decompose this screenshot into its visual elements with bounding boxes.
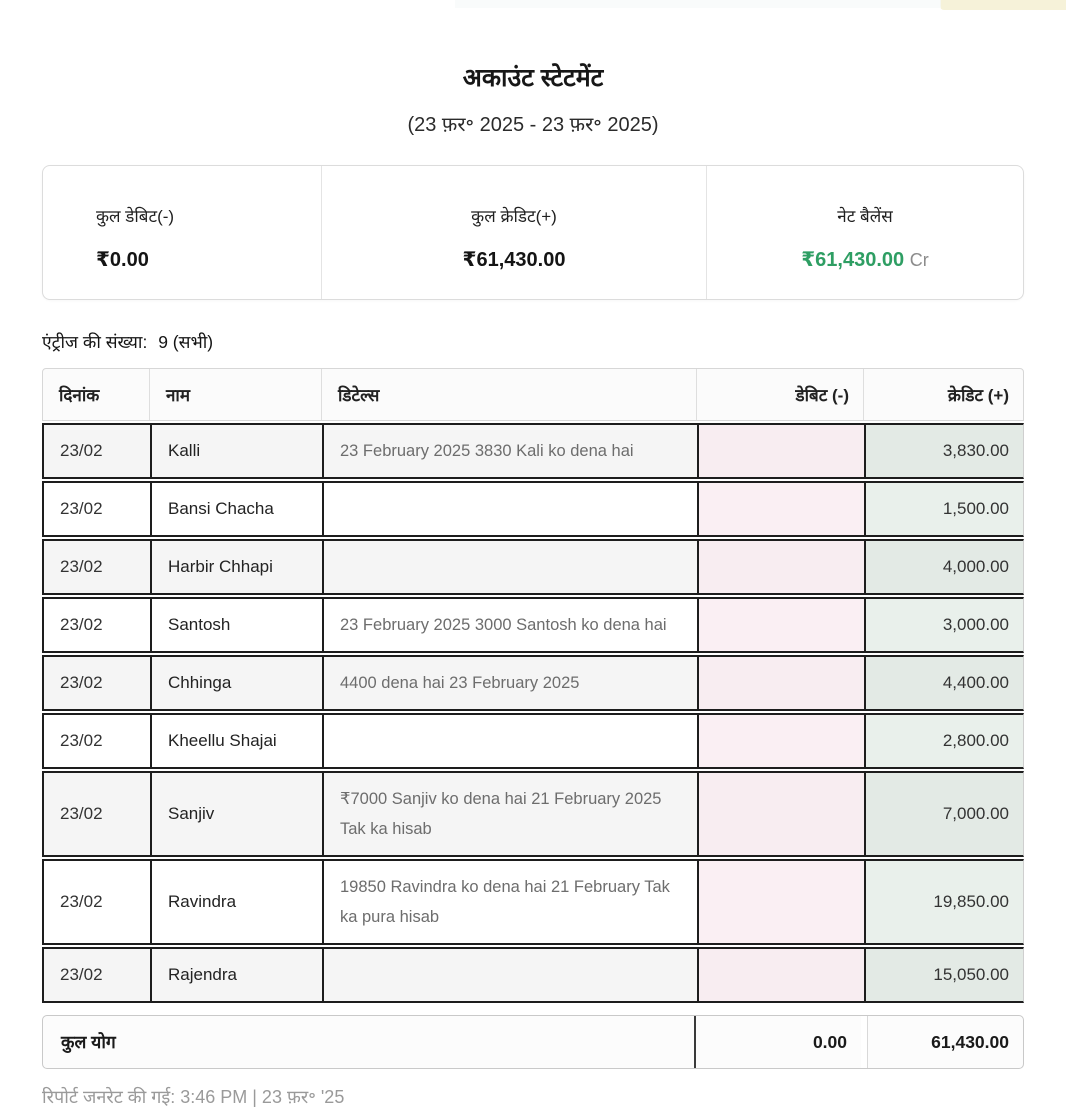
header-name: नाम [149,369,321,420]
header-details: डिटेल्स [321,369,696,420]
cell-name: Santosh [150,599,322,651]
table-row [42,713,1024,769]
cell-name: Harbir Chhapi [150,541,322,593]
cell-debit [697,657,864,709]
cell-credit: 3,000.00 [864,599,1023,651]
entries-count-value: 9 (सभी) [158,332,214,352]
table-row [42,539,1024,595]
total-debit-value: ₹0.00 [96,249,149,271]
cell-credit: 3,830.00 [864,425,1023,477]
cell-date: 23/02 [44,949,150,1001]
total-row-credit: 61,430.00 [867,1016,1023,1068]
cell-name: Kheellu Shajai [150,715,322,767]
page-title: अकाउंट स्टेटमेंट [462,64,604,92]
total-debit-label: कुल डेबिट(-) [96,207,175,226]
entries-count [42,330,1024,354]
table-row [42,423,1024,479]
cell-details [322,483,697,535]
table-row [42,859,1024,945]
total-row-label: कुल योग [61,1032,116,1052]
table-row [42,947,1024,1003]
summary-total-debit [43,166,321,299]
total-row-debit: 0.00 [694,1016,861,1068]
total-credit-value: ₹61,430.00 [462,249,566,271]
cell-name: Sanjiv [150,773,322,855]
cell-debit [697,773,864,855]
cell-date: 23/02 [44,541,150,593]
cell-credit: 4,000.00 [864,541,1023,593]
table-row [42,655,1024,711]
cell-credit: 1,500.00 [864,483,1023,535]
entries-count-label: एंट्रीज की संख्या: [42,332,148,352]
statement-page [42,0,1024,1069]
cell-debit [697,541,864,593]
summary-net-balance [706,166,1023,299]
cell-date: 23/02 [44,599,150,651]
cell-date: 23/02 [44,483,150,535]
table-row [42,597,1024,653]
table-header-row [42,368,1024,421]
summary-total-credit [321,166,706,299]
cell-credit: 4,400.00 [864,657,1023,709]
cell-name: Ravindra [150,861,322,943]
cell-details: 23 February 2025 3830 Kali ko dena hai [322,425,697,477]
table-body [42,423,1024,1003]
cell-credit: 7,000.00 [864,773,1023,855]
cell-date: 23/02 [44,715,150,767]
cell-debit [697,599,864,651]
cell-details: ₹7000 Sanjiv ko dena hai 21 February 2025 Tak ka hisab [322,773,697,855]
cell-details: 19850 Ravindra ko dena hai 21 February Tak ka pura hisab [322,861,697,943]
total-credit-label: कुल क्रेडिट(+) [471,207,557,226]
cell-date: 23/02 [44,861,150,943]
net-balance-suffix: Cr [909,250,929,270]
net-balance-amount: ₹61,430.00 [801,249,905,271]
cell-details [322,715,697,767]
cell-details: 4400 dena hai 23 February 2025 [322,657,697,709]
cell-credit: 2,800.00 [864,715,1023,767]
header-credit: क्रेडिट (+) [863,369,1023,420]
net-balance-value [707,247,1023,272]
cell-name: Bansi Chacha [150,483,322,535]
statement-table [42,368,1024,1003]
cell-debit [697,949,864,1001]
cell-debit [697,861,864,943]
cell-details [322,541,697,593]
date-range: (23 फ़र॰ 2025 - 23 फ़र॰ 2025) [407,114,659,136]
header-debit: डेबिट (-) [696,369,863,420]
cell-credit: 15,050.00 [864,949,1023,1001]
cell-date: 23/02 [44,773,150,855]
net-balance-label: नेट बैलेंस [837,207,893,226]
cell-name: Chhinga [150,657,322,709]
cell-date: 23/02 [44,657,150,709]
cell-debit [697,425,864,477]
cell-name: Kalli [150,425,322,477]
report-generated-note: रिपोर्ट जनरेट की गई: 3:46 PM | 23 फ़र॰ '25 [42,1087,345,1107]
header-date: दिनांक [59,386,100,405]
table-row [42,481,1024,537]
cell-date: 23/02 [44,425,150,477]
cell-debit [697,715,864,767]
cell-details [322,949,697,1001]
total-row [42,1015,1024,1069]
cell-name: Rajendra [150,949,322,1001]
table-row [42,771,1024,857]
cell-credit: 19,850.00 [864,861,1023,943]
cell-details: 23 February 2025 3000 Santosh ko dena hai [322,599,697,651]
cell-debit [697,483,864,535]
summary-card [42,165,1024,300]
